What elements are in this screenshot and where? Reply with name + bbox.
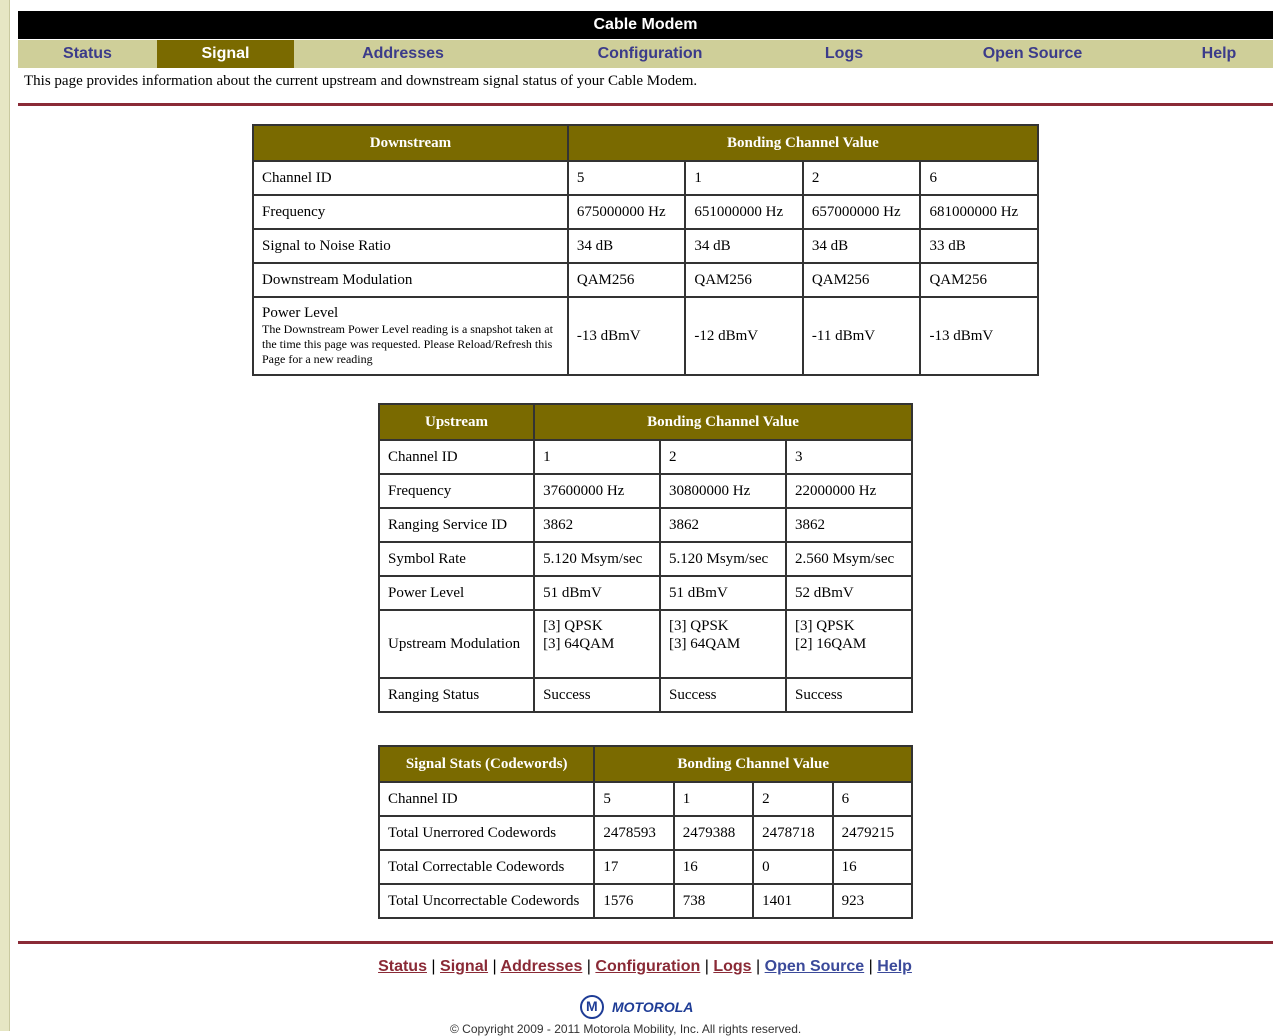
cell: 5: [568, 161, 686, 195]
row-label: Total Unerrored Codewords: [379, 816, 594, 850]
cell: [3] QPSK [2] 16QAM: [786, 610, 912, 678]
power-level-label-cell: [253, 297, 568, 375]
footer-separator: |: [492, 958, 497, 975]
table-row: [253, 297, 1038, 375]
cell: 16: [833, 850, 912, 884]
footer-link-configuration[interactable]: Configuration: [595, 958, 701, 975]
footer-link-open-source[interactable]: Open Source: [764, 958, 865, 975]
footer-link-help[interactable]: Help: [877, 958, 912, 975]
row-label: Downstream Modulation: [253, 263, 568, 297]
cell: 5: [594, 782, 673, 816]
table-row: [379, 884, 912, 918]
row-label: Signal to Noise Ratio: [253, 229, 568, 263]
table-row: [379, 850, 912, 884]
row-label: Frequency: [379, 474, 534, 508]
row-label: Power Level: [262, 305, 339, 321]
tab-help[interactable]: Help: [1201, 45, 1237, 62]
left-frame-bar: [0, 0, 10, 1031]
row-label: Total Uncorrectable Codewords: [379, 884, 594, 918]
cell: Success: [786, 678, 912, 712]
cell: [3] QPSK [3] 64QAM: [660, 610, 786, 678]
intro-text: This page provides information about the current upstream and downstream signal status of your Cable Modem.: [24, 73, 698, 89]
footer-separator: |: [586, 958, 591, 975]
row-label: Channel ID: [253, 161, 568, 195]
cell: 34 dB: [685, 229, 803, 263]
brand-name: MOTOROLA: [612, 999, 694, 1015]
tab-open-source[interactable]: Open Source: [982, 45, 1083, 62]
footer-link-addresses[interactable]: Addresses: [500, 958, 583, 975]
cell: 34 dB: [803, 229, 921, 263]
row-label: Power Level: [379, 576, 534, 610]
cell: 2.560 Msym/sec: [786, 542, 912, 576]
table-row: [253, 229, 1038, 263]
codewords-header: Signal Stats (Codewords): [379, 746, 594, 782]
cell: 0: [753, 850, 832, 884]
upstream-table: [378, 403, 913, 713]
cell: -12 dBmV: [685, 297, 803, 375]
tab-addresses[interactable]: Addresses: [362, 45, 444, 62]
cell: 3: [786, 440, 912, 474]
cell: [3] QPSK [3] 64QAM: [534, 610, 660, 678]
motorola-brand: [580, 995, 693, 1019]
tab-configuration[interactable]: Configuration: [597, 45, 703, 62]
downstream-header: Downstream: [253, 125, 568, 161]
table-row: [379, 542, 912, 576]
cell: 30800000 Hz: [660, 474, 786, 508]
copyright-text: © Copyright 2009 - 2011 Motorola Mobility, Inc. All rights reserved.: [450, 1022, 802, 1036]
cell: 52 dBmV: [786, 576, 912, 610]
cell: 3862: [534, 508, 660, 542]
footer-nav: [0, 958, 1273, 976]
cell: 3862: [660, 508, 786, 542]
table-row: [379, 678, 912, 712]
footer-separator: |: [756, 958, 761, 975]
cell: 34 dB: [568, 229, 686, 263]
footer-separator: |: [704, 958, 709, 975]
table-row: [379, 816, 912, 850]
cell: 6: [920, 161, 1038, 195]
cell: 2478718: [753, 816, 832, 850]
cell: QAM256: [803, 263, 921, 297]
codewords-value-header: Bonding Channel Value: [594, 746, 912, 782]
footer-link-signal[interactable]: Signal: [440, 958, 489, 975]
cell: -11 dBmV: [803, 297, 921, 375]
downstream-value-header: Bonding Channel Value: [568, 125, 1038, 161]
cell: 6: [833, 782, 912, 816]
cell: 17: [594, 850, 673, 884]
cell: QAM256: [920, 263, 1038, 297]
row-label: Channel ID: [379, 440, 534, 474]
upstream-header: Upstream: [379, 404, 534, 440]
cell: 2478593: [594, 816, 673, 850]
motorola-logo-icon: [580, 995, 604, 1019]
tab-signal[interactable]: Signal: [157, 40, 294, 68]
cell: 2: [753, 782, 832, 816]
downstream-table: [252, 124, 1039, 376]
upstream-value-header: Bonding Channel Value: [534, 404, 912, 440]
row-label: Channel ID: [379, 782, 594, 816]
cell: 5.120 Msym/sec: [660, 542, 786, 576]
cell: 16: [674, 850, 753, 884]
cell: 651000000 Hz: [685, 195, 803, 229]
cell: 2479388: [674, 816, 753, 850]
cell: 2479215: [833, 816, 912, 850]
table-row: [379, 610, 912, 678]
table-row: [379, 474, 912, 508]
cell: 51 dBmV: [534, 576, 660, 610]
footer-separator: |: [431, 958, 436, 975]
cell: Success: [660, 678, 786, 712]
main-nav: [18, 40, 1273, 68]
cell: 657000000 Hz: [803, 195, 921, 229]
page-title: Cable Modem: [18, 11, 1273, 39]
divider-top: [18, 103, 1273, 106]
table-row: [379, 576, 912, 610]
row-label: Ranging Service ID: [379, 508, 534, 542]
cell: 2: [803, 161, 921, 195]
footer-link-status[interactable]: Status: [378, 958, 427, 975]
cell: 51 dBmV: [660, 576, 786, 610]
cell: 675000000 Hz: [568, 195, 686, 229]
cell: 33 dB: [920, 229, 1038, 263]
cell: 1401: [753, 884, 832, 918]
row-label: Ranging Status: [379, 678, 534, 712]
cell: 738: [674, 884, 753, 918]
cell: Success: [534, 678, 660, 712]
row-label: Symbol Rate: [379, 542, 534, 576]
cell: 3862: [786, 508, 912, 542]
codewords-table: [378, 745, 913, 919]
tab-logs[interactable]: Logs: [824, 45, 864, 62]
power-level-note: The Downstream Power Level reading is a snapshot taken at the time this page was requested. Please Reload/Refresh this Page for a new reading: [262, 322, 553, 366]
row-label: Upstream Modulation: [379, 610, 534, 678]
table-row: [379, 508, 912, 542]
table-row: [379, 440, 912, 474]
cell: 681000000 Hz: [920, 195, 1038, 229]
cell: 5.120 Msym/sec: [534, 542, 660, 576]
table-row: [253, 161, 1038, 195]
footer-separator: |: [868, 958, 873, 975]
footer-link-logs[interactable]: Logs: [713, 958, 752, 975]
row-label: Total Correctable Codewords: [379, 850, 594, 884]
row-label: Frequency: [253, 195, 568, 229]
cell: -13 dBmV: [568, 297, 686, 375]
table-row: [379, 782, 912, 816]
cell: 1576: [594, 884, 673, 918]
cell: 22000000 Hz: [786, 474, 912, 508]
table-row: [253, 263, 1038, 297]
cell: -13 dBmV: [920, 297, 1038, 375]
cell: 37600000 Hz: [534, 474, 660, 508]
cell: 1: [685, 161, 803, 195]
tab-status[interactable]: Status: [63, 45, 112, 62]
cell: 1: [534, 440, 660, 474]
divider-bottom: [18, 941, 1273, 944]
cell: 2: [660, 440, 786, 474]
cell: QAM256: [568, 263, 686, 297]
cell: 1: [674, 782, 753, 816]
cell: QAM256: [685, 263, 803, 297]
table-row: [253, 195, 1038, 229]
cell: 923: [833, 884, 912, 918]
